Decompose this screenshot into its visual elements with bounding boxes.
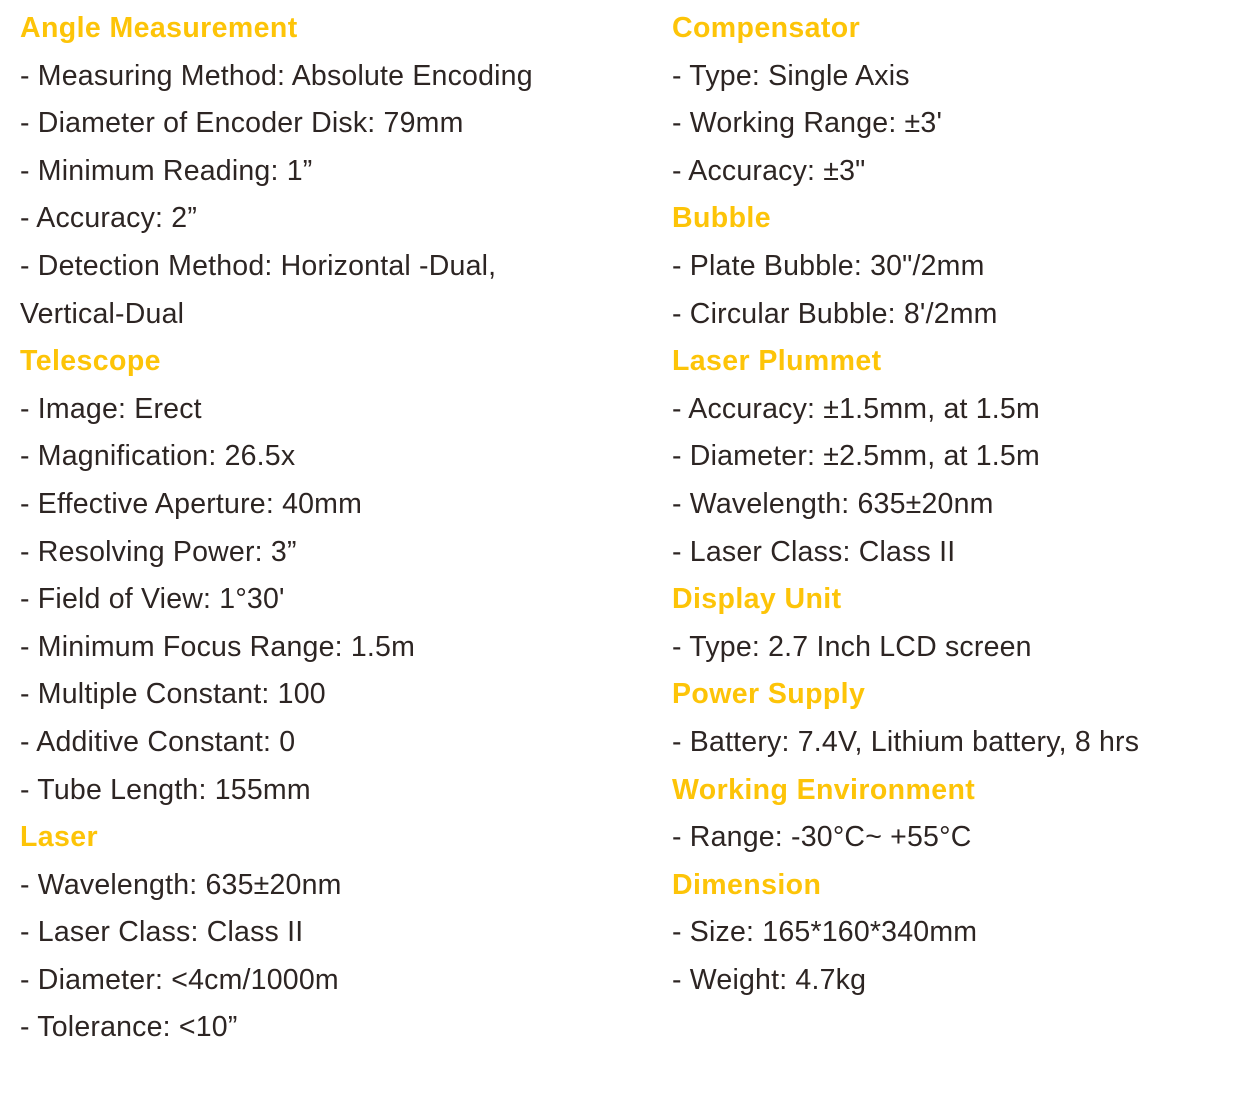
- spec-line: - Diameter: ±2.5mm, at 1.5m: [672, 440, 1040, 473]
- spec-line: - Accuracy: ±1.5mm, at 1.5m: [672, 392, 1040, 425]
- spec-line: - Magnification: 26.5x: [20, 440, 296, 473]
- section-header: Laser: [20, 821, 99, 854]
- section-header: Power Supply: [672, 678, 866, 711]
- spec-line: - Field of View: 1°30': [20, 583, 285, 616]
- spec-line: - Laser Class: Class II: [672, 535, 956, 568]
- spec-line: - Multiple Constant: 100: [20, 678, 326, 711]
- spec-line: - Battery: 7.4V, Lithium battery, 8 hrs: [672, 725, 1140, 758]
- spec-line: - Range: -30°C~ +55°C: [672, 821, 972, 854]
- spec-line: - Diameter: <4cm/1000m: [20, 963, 339, 996]
- spec-line: - Working Range: ±3': [672, 107, 943, 140]
- spec-column-left: [20, 5, 652, 1052]
- spec-line: - Type: Single Axis: [672, 59, 910, 92]
- spec-line: - Plate Bubble: 30"/2mm: [672, 249, 985, 282]
- section-header: Laser Plummet: [672, 345, 882, 378]
- spec-line: - Accuracy: 2”: [20, 202, 198, 235]
- spec-column-right: [672, 5, 1232, 1004]
- section-header: Bubble: [672, 202, 771, 235]
- spec-line: - Weight: 4.7kg: [672, 963, 867, 996]
- spec-line: - Resolving Power: 3”: [20, 535, 297, 568]
- spec-line: - Wavelength: 635±20nm: [672, 487, 994, 520]
- spec-line: - Wavelength: 635±20nm: [20, 868, 342, 901]
- spec-line: - Accuracy: ±3": [672, 154, 866, 187]
- spec-line: - Tolerance: <10”: [20, 1011, 238, 1044]
- spec-line: - Tube Length: 155mm: [20, 773, 311, 806]
- spec-line: - Diameter of Encoder Disk: 79mm: [20, 107, 464, 140]
- spec-line: - Type: 2.7 Inch LCD screen: [672, 630, 1032, 663]
- spec-line: - Additive Constant: 0: [20, 725, 296, 758]
- spec-line: - Laser Class: Class II: [20, 916, 304, 949]
- spec-line: - Minimum Reading: 1”: [20, 154, 313, 187]
- section-header: Compensator: [672, 12, 861, 44]
- spec-line: - Measuring Method: Absolute Encoding: [20, 59, 533, 92]
- section-header: Telescope: [20, 345, 161, 378]
- spec-line: - Size: 165*160*340mm: [672, 916, 978, 949]
- spec-line: - Detection Method: Horizontal -Dual,: [20, 249, 497, 282]
- spec-line: - Effective Aperture: 40mm: [20, 487, 363, 520]
- spec-line: - Image: Erect: [20, 392, 202, 425]
- spec-line: Vertical-Dual: [20, 297, 185, 330]
- spec-line: - Circular Bubble: 8'/2mm: [672, 297, 998, 330]
- section-header: Working Environment: [672, 773, 976, 806]
- section-header: Display Unit: [672, 583, 842, 616]
- section-header: Angle Measurement: [20, 12, 298, 44]
- section-header: Dimension: [672, 868, 822, 901]
- spec-line: - Minimum Focus Range: 1.5m: [20, 630, 416, 663]
